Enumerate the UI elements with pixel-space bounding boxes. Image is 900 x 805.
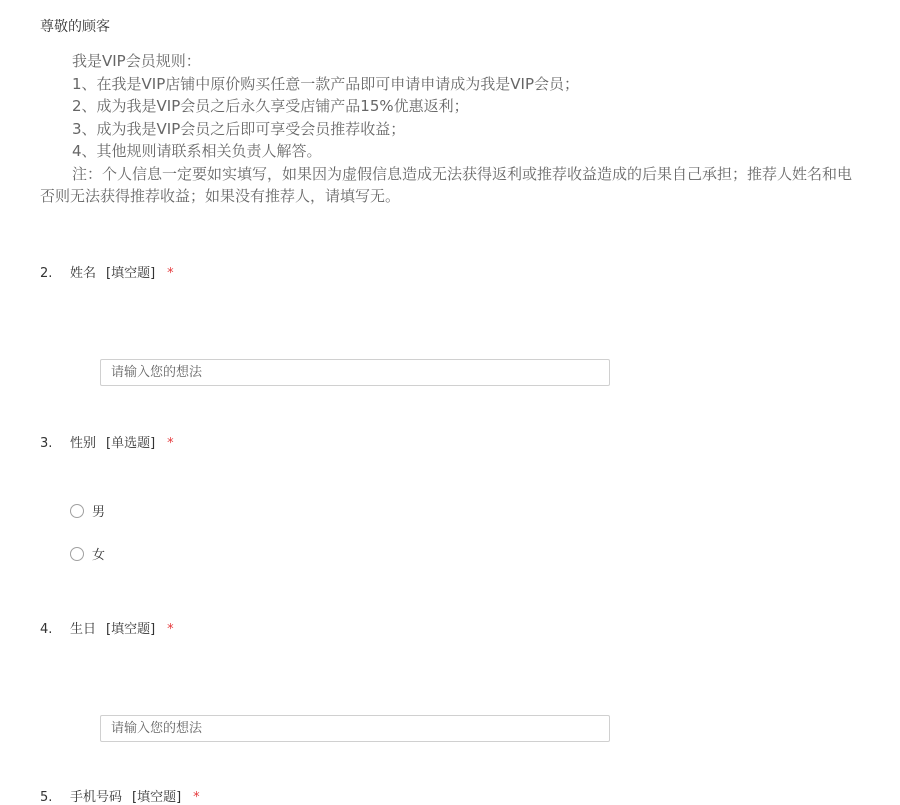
rules-note: 注：个人信息一定要如实填写，如果因为虚假信息造成无法获得返利或推荐收益造成的后果自己承担；推荐人姓名和电 (72, 164, 853, 183)
question-type: [单选题] (106, 436, 156, 451)
gender-option-female[interactable] (70, 544, 105, 563)
option-label: 女 (92, 548, 106, 563)
birthday-input[interactable] (100, 715, 610, 742)
question-birthday-header (40, 618, 174, 637)
rules-item: 3、成为我是VIP会员之后即可享受会员推荐收益； (72, 119, 406, 138)
question-gender-header (40, 432, 174, 451)
rules-item: 4、其他规则请联系相关负责人解答。 (72, 142, 322, 160)
rules-item: 1、在我是VIP店铺中原价购买任意一款产品即可申请申请成为我是VIP会员； (72, 74, 580, 93)
name-input[interactable] (100, 359, 610, 386)
rules-item: 2、成为我是VIP会员之后永久享受店铺产品15%优惠返利； (72, 97, 469, 115)
question-title: 姓名 (70, 266, 97, 281)
required-marker: * (167, 436, 174, 451)
question-name-header (40, 262, 174, 281)
question-title: 性别 (70, 436, 97, 451)
option-label: 男 (92, 505, 106, 520)
question-type: [填空题] (106, 622, 156, 637)
question-title: 手机号码 (70, 790, 123, 805)
gender-option-male[interactable] (70, 501, 105, 520)
radio-circle-icon[interactable] (70, 547, 84, 561)
question-type: [填空题] (132, 790, 182, 805)
question-number: 4. (40, 622, 53, 637)
rules-note-continued: 否则无法获得推荐收益；如果没有推荐人，请填写无。 (40, 187, 401, 205)
question-title: 生日 (70, 622, 97, 637)
question-number: 2. (40, 266, 53, 281)
question-number: 3. (40, 436, 53, 451)
required-marker: * (167, 622, 174, 637)
greeting-text: 尊敬的顾客 (40, 19, 110, 35)
required-marker: * (167, 266, 174, 281)
rules-block (40, 50, 900, 208)
question-type: [填空题] (106, 266, 156, 281)
radio-circle-icon[interactable] (70, 504, 84, 518)
required-marker: * (193, 790, 200, 805)
question-phone-header (40, 786, 200, 805)
rules-title: 我是VIP会员规则： (72, 52, 201, 70)
question-number: 5. (40, 790, 53, 805)
